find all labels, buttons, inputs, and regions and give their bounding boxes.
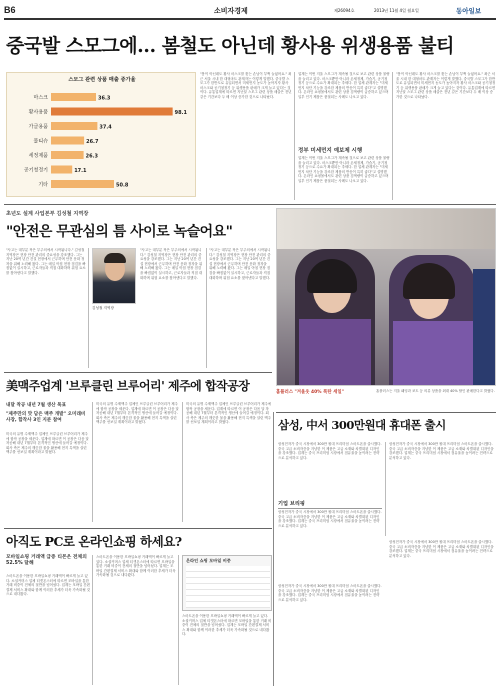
chart-category-label: 기타 (38, 182, 48, 188)
article3-subhead2: "제주만의 맛 담은 맥주 개발" 오미래비 사장, 합작사 3인 지분 참여 (6, 412, 86, 423)
chart-value-label: 37.4 (99, 124, 112, 131)
chart-category-label: 공기청정기 (23, 167, 48, 174)
chart-bar (51, 93, 96, 101)
article4-body-col3: 삼성전자가 중국 시장에서 300만 원대 프리미엄 스마트폰을 출시했다. 중국 고급 소비자층을 겨냥한 이 제품은 고급 소재와 차별화된 디자인을 강조했다. 업계는 중국 프리미엄 시장에서 점유율을 높이려는 전략으로 분석하고 있다. (389, 540, 494, 558)
chart-bar (51, 137, 84, 145)
article2-body-col2: "사고는 대부분 작은 부주의에서 시작됩니다." 김성철 지역장은 현장 안전 관리의 중요성을 강조했다. 그는 지난 20여 년간 건설 현장에서 근무하며 안전 문화 정착을 위해 노력해 왔다. 그는 매일 아침 현장 점검을 빠짐없이 실시하고, 근로자들과 직접 대화하며 위험 요소를 찾아낸다고 말했다. (140, 248, 203, 280)
article3-headline: 美맥주업계 '브루클린 브루어리' 제주에 합작공장 (6, 379, 250, 393)
article4-body-col4: 삼성전자가 중국 시장에서 300만 원대 프리미엄 스마트폰을 출시했다. 중국 고급 소비자층을 겨냥한 이 제품은 고급 소재와 차별화된 디자인을 강조했다. 업계는 중국 프리미엄 시장에서 점유율을 높이려는 전략으로 분석하고 있다. (278, 584, 382, 602)
issue-number: 제26094호 (334, 8, 355, 13)
article4-headline: 삼성, 中서 300만원대 휴대폰 출시 (278, 418, 446, 432)
article3-photo-caption-body: 홈플러스는 겨울 패딩과 코트 등 의류 상품을 최대 40% 할인 판매한다고 밝혔다. (376, 389, 495, 393)
article1-body-far-right: "봄이 아닌데도 황사 마스크를 찾는 손님이 부쩍 늘었어요." 최근 서울 시내 한 대형마트 관계자는 이렇게 말했다. 중국발 스모그가 한반도로 유입되면서 미세먼지 농도가 높아지자 황사 마스크와 공기청정기 등 위생용품 판매가 크게 늘고 있다는 것이다. 유통업계에 따르면 지난달 스모그 관련 상품 매출은 전년 같은 기간보다 두 배 이상 증가한 것으로 나타났다. (396, 72, 496, 99)
article3-photo (276, 208, 496, 386)
chart-plot (7, 87, 197, 195)
article1-headline: 중국발 스모그에… 봄철도 아닌데 황사용 위생용품 불티 (6, 35, 454, 57)
article2-portrait (92, 248, 136, 304)
article2-caption: 김성철 지역장 (92, 306, 114, 310)
chart-category-label: 가글용품 (28, 124, 48, 130)
chart-bar (51, 166, 72, 174)
chart-value-label: 50.8 (115, 182, 129, 189)
section-name: 소비자경제 (214, 8, 248, 15)
article3-photo-caption-title: 홈플러스 "겨울옷 40% 폭탄 세일" (276, 390, 344, 395)
article2-kicker: 초년도 설계 사업본부 김성철 지역장 (6, 211, 89, 217)
chart-value-label: 26.7 (86, 139, 99, 145)
chart-category-label: 마스크 (33, 95, 48, 101)
chart-category-label: 황사용품 (28, 109, 48, 116)
chart-category-label: 물티슈 (33, 138, 48, 145)
chart-category-label: 세정제품 (28, 153, 48, 159)
article5-headline: 아직도 PC로 온라인쇼핑 하세요? (6, 534, 182, 549)
chart-value-label: 26.3 (85, 153, 98, 160)
paper-name: 동아일보 (456, 8, 482, 15)
article1-sidebar-title: 정부 미세먼지 예보제 시행 (298, 148, 363, 154)
article5-subhead: 모바일쇼핑 거래액 급증 티몬은 전체의 52.5% 달해 (6, 555, 87, 567)
chart-value-label: 17.1 (74, 168, 87, 174)
page-number: B6 (4, 5, 16, 15)
chart-value-label: 36.3 (98, 95, 111, 102)
article3-body-col3: 미국의 유명 수제맥주 업체인 브루클린 브루어리가 제주에 합작 공장을 세운다. 업계에 따르면 이 공장은 다음 달 착공해 내년 7월부터 본격적인 생산에 들어갈 예정이다. 회사 측은 제주의 깨끗한 물을 활용해 현지 특색을 살린 맥주를 선보일 계획이라고 밝혔다. (186, 402, 272, 425)
chart-bar (51, 151, 84, 159)
article2-body-col1: "사고는 대부분 작은 부주의에서 시작됩니다." 김성철 지역장은 현장 안전 관리의 중요성을 강조했다. 그는 지난 20여 년간 건설 현장에서 근무하며 안전 문화 정착을 위해 노력해 왔다. 그는 매일 아침 현장 점검을 빠짐없이 실시하고, 근로자들과 직접 대화하며 위험 요소를 찾아낸다고 말했다. (6, 248, 86, 275)
article5-table-title: 온라인 쇼핑 모바일 비중 (186, 558, 231, 563)
article5-body-col2: 스마트폰을 이용한 모바일쇼핑 거래액이 빠르게 늘고 있다. 소셜커머스 업체 티켓몬스터에 따르면 모바일을 통한 거래 비중이 전체의 절반을 넘어섰다. 업계는 모바일 간편결제 서비스 확대와 함께 이러한 추세가 더욱 가속화될 것으로 내다봤다. (96, 555, 176, 578)
article5-body-col3: 스마트폰을 이용한 모바일쇼핑 거래액이 빠르게 늘고 있다. 소셜커머스 업체 티켓몬스터에 따르면 모바일을 통한 거래 비중이 전체의 절반을 넘어섰다. 업계는 모바일 간편결제 서비스 확대와 함께 이러한 추세가 더욱 가속화될 것으로 내다봤다. (182, 614, 272, 637)
article4-body-col1: 삼성전자가 중국 시장에서 300만 원대 프리미엄 스마트폰을 출시했다. 중국 고급 소비자층을 겨냥한 이 제품은 고급 소재와 차별화된 디자인을 강조했다. 업계는 중국 프리미엄 시장에서 점유율을 높이려는 전략으로 분석하고 있다. (278, 442, 382, 460)
article1-body-right-2: 업계는 이번 겨울 스모그가 계속될 것으로 보고 관련 상품 물량을 늘리고 있다. 마스크뿐만 아니라 손세정제, 가습기, 공기청정기 등으로 수요가 확대되는 추세다. 한 업체 관계자는 "미세먼지 차단 기능을 강조한 제품의 반응이 특히 좋다"고 설명했다. 온라인 쇼핑몰에서도 관련 상품 검색량이 급증하고 있으며 일부 인기 제품은 품절되는 사례도 나오고 있다. (298, 156, 390, 183)
issue-date: 2013년 11월 4일 월요일 (374, 8, 419, 13)
article3-body-col2: 미국의 유명 수제맥주 업체인 브루클린 브루어리가 제주에 합작 공장을 세운다. 업계에 따르면 이 공장은 다음 달 착공해 내년 7월부터 본격적인 생산에 들어갈 예정이다. 회사 측은 제주의 깨끗한 물을 활용해 현지 특색을 살린 맥주를 선보일 계획이라고 밝혔다. (96, 402, 179, 425)
article1-chart (6, 72, 196, 197)
chart-bar (51, 122, 97, 130)
article1-body-right: 업계는 이번 겨울 스모그가 계속될 것으로 보고 관련 상품 물량을 늘리고 있다. 마스크뿐만 아니라 손세정제, 가습기, 공기청정기 등으로 수요가 확대되는 추세다. 한 업체 관계자는 "미세먼지 차단 기능을 강조한 제품의 반응이 특히 좋다"고 설명했다. 온라인 쇼핑몰에서도 관련 상품 검색량이 급증하고 있으며 일부 인기 제품은 품절되는 사례도 나오고 있다. (298, 72, 390, 99)
chart-value-label: 98.1 (174, 110, 187, 116)
article1-body-left: "봄이 아닌데도 황사 마스크를 찾는 손님이 부쩍 늘었어요." 최근 서울 시내 한 대형마트 관계자는 이렇게 말했다. 중국발 스모그가 한반도로 유입되면서 미세먼지 농도가 높아지자 황사 마스크와 공기청정기 등 위생용품 판매가 크게 늘고 있다는 것이다. 유통업계에 따르면 지난달 스모그 관련 상품 매출은 전년 같은 기간보다 두 배 이상 증가한 것으로 나타났다. (200, 72, 292, 99)
article4-body-col2: 삼성전자가 중국 시장에서 300만 원대 프리미엄 스마트폰을 출시했다. 중국 고급 소비자층을 겨냥한 이 제품은 고급 소재와 차별화된 디자인을 강조했다. 업계는 중국 프리미엄 시장에서 점유율을 높이려는 전략으로 분석하고 있다. (389, 442, 494, 460)
chart-bar (51, 108, 173, 116)
article2-headline: "안전은 무관심의 틈 사이로 녹슬어요" (6, 224, 233, 240)
article2-body-col3: "사고는 대부분 작은 부주의에서 시작됩니다." 김성철 지역장은 현장 안전 관리의 중요성을 강조했다. 그는 지난 20여 년간 건설 현장에서 근무하며 안전 문화 정착을 위해 노력해 왔다. 그는 매일 아침 현장 점검을 빠짐없이 실시하고, 근로자들과 직접 대화하며 위험 요소를 찾아낸다고 말했다. (209, 248, 271, 280)
article4-sub-title: 기업 브리핑 (278, 500, 382, 509)
chart-title: 스모그 관련 상품 매출 증가율 (68, 77, 136, 83)
page-header (4, 4, 496, 18)
article5-table (182, 555, 272, 611)
article4-briefing-body: 삼성전자가 중국 시장에서 300만 원대 프리미엄 스마트폰을 출시했다. 중국 고급 소비자층을 겨냥한 이 제품은 고급 소재와 차별화된 디자인을 강조했다. 업계는 중국 프리미엄 시장에서 점유율을 높이려는 전략으로 분석하고 있다. (278, 510, 382, 528)
article3-body-col1: 미국의 유명 수제맥주 업체인 브루클린 브루어리가 제주에 합작 공장을 세운다. 업계에 따르면 이 공장은 다음 달 착공해 내년 7월부터 본격적인 생산에 들어갈 예정이다. 회사 측은 제주의 깨끗한 물을 활용해 현지 특색을 살린 맥주를 선보일 계획이라고 밝혔다. (6, 432, 89, 455)
chart-bar (51, 180, 114, 188)
article3-subhead: 내달 착공 내년 7월 생산 목표 (6, 403, 67, 408)
article5-body-col1: 스마트폰을 이용한 모바일쇼핑 거래액이 빠르게 늘고 있다. 소셜커머스 업체 티켓몬스터에 따르면 모바일을 통한 거래 비중이 전체의 절반을 넘어섰다. 업계는 모바일 간편결제 서비스 확대와 함께 이러한 추세가 더욱 가속화될 것으로 내다봤다. (6, 574, 90, 597)
